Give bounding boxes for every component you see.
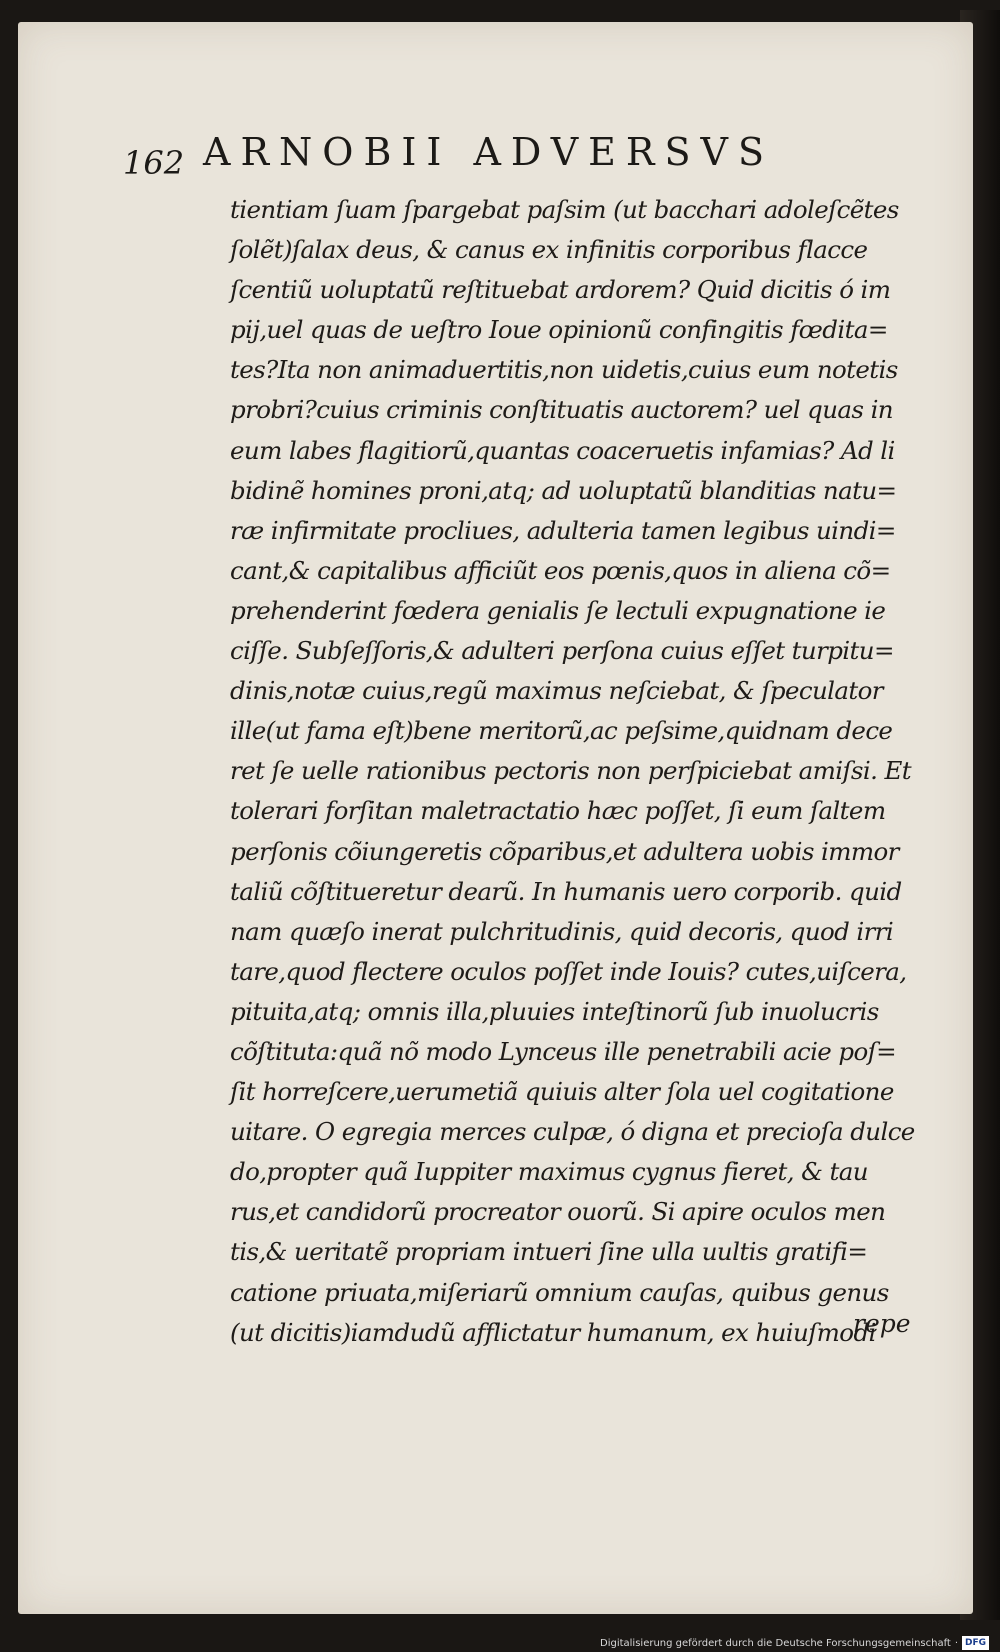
text-line: ræ infirmitate procliues, adulteria tamen legibus uindi= <box>230 515 896 545</box>
text-line: taliũ cõſtitueretur dearũ. In humanis uero corporib. quid <box>230 876 902 906</box>
text-line: ille(ut fama eſt)bene meritorũ,ac peſsime,quidnam dece <box>230 716 893 746</box>
text-line: tare,quod flectere oculos poſſet inde Iouis? cutes,uiſcera, <box>230 956 907 986</box>
text-line: do,propter quã Iuppiter maximus cygnus fieret, & tau <box>230 1157 868 1187</box>
text-line: ſit horreſcere,uerumetiã quiuis alter ſola uel cogitatione <box>230 1077 894 1107</box>
footer-credit: Digitalisierung gefördert durch die Deutsche Forschungsgemeinschaft <box>600 1637 951 1649</box>
text-line: cõſtituta:quã nõ modo Lynceus ille penetrabili acie poſ= <box>230 1036 897 1066</box>
text-line: dinis,notæ cuius,regũ maximus neſciebat, & ſpeculator <box>230 676 883 706</box>
text-line: probri?cuius criminis conſtituatis auctorem? uel quas in <box>230 395 893 425</box>
text-line: perſonis cõiungeretis cõparibus,et adultera uobis immor <box>230 836 899 866</box>
text-line: pij,uel quas de ueſtro Ioue opinionũ confingitis fœdita= <box>230 315 888 345</box>
text-line: tes?Ita non animaduertitis,non uidetis,cuius eum notetis <box>230 355 898 385</box>
text-line: ciſſe. Subſeſſoris,& adulteri perſona cuius eſſet turpitu= <box>230 636 894 666</box>
text-line: tientiam ſuam ſpargebat paſsim (ut bacchari adoleſcẽtes <box>230 195 899 224</box>
text-line: pituita,atq; omnis illa,pluuies inteſtinorũ ſub inuolucris <box>230 996 879 1026</box>
page-number: 162 <box>123 144 185 182</box>
text-line: ſolẽt)ſalax deus, & canus ex infinitis corporibus flacce <box>230 235 868 265</box>
running-head: ARNOBII ADVERSVS <box>203 130 775 174</box>
page-header <box>123 130 923 186</box>
book-page <box>18 22 973 1614</box>
catchword: repe <box>853 1309 911 1338</box>
text-line: prehenderint fœdera genialis ſe lectuli expugnatione ie <box>230 595 886 625</box>
text-line: bidinẽ homines proni,atq; ad uoluptatũ blanditias natu= <box>230 475 897 505</box>
text-line: cant,& capitalibus afficiũt eos pœnis,quos in aliena cõ= <box>230 555 891 585</box>
text-line: (ut dicitis)iamdudũ afflictatur humanum, ex huiuſmodi <box>230 1317 876 1347</box>
text-line: tolerari forſitan maletractatio hæc poſſet, ſi eum ſaltem <box>230 796 886 826</box>
text-line: tis,& ueritatẽ propriam intueri ſine ulla uultis gratifi= <box>230 1237 868 1267</box>
text-line: ret ſe uelle rationibus pectoris non perſpiciebat amiſsi. Et <box>230 756 912 786</box>
dfg-logo-icon: DFG <box>962 1636 989 1650</box>
text-line: rus,et candidorũ procreator ouorũ. Si apire oculos men <box>230 1197 886 1227</box>
text-line: ſcentiũ uoluptatũ reſtituebat ardorem? Quid dicitis ó im <box>230 275 891 305</box>
body-text <box>230 190 950 1353</box>
text-line: uitare. O egregia merces culpæ, ó digna et precioſa dulce <box>230 1117 915 1147</box>
digitization-footer <box>600 1634 989 1652</box>
text-line: catione priuata,miſeriarũ omnium cauſas, quibus genus <box>230 1277 889 1307</box>
text-line: eum labes flagitiorũ,quantas coaceruetis infamias? Ad li <box>230 435 895 465</box>
footer-separator: · <box>954 1637 959 1649</box>
text-line: nam quæſo inerat pulchritudinis, quid decoris, quod irri <box>230 916 894 946</box>
